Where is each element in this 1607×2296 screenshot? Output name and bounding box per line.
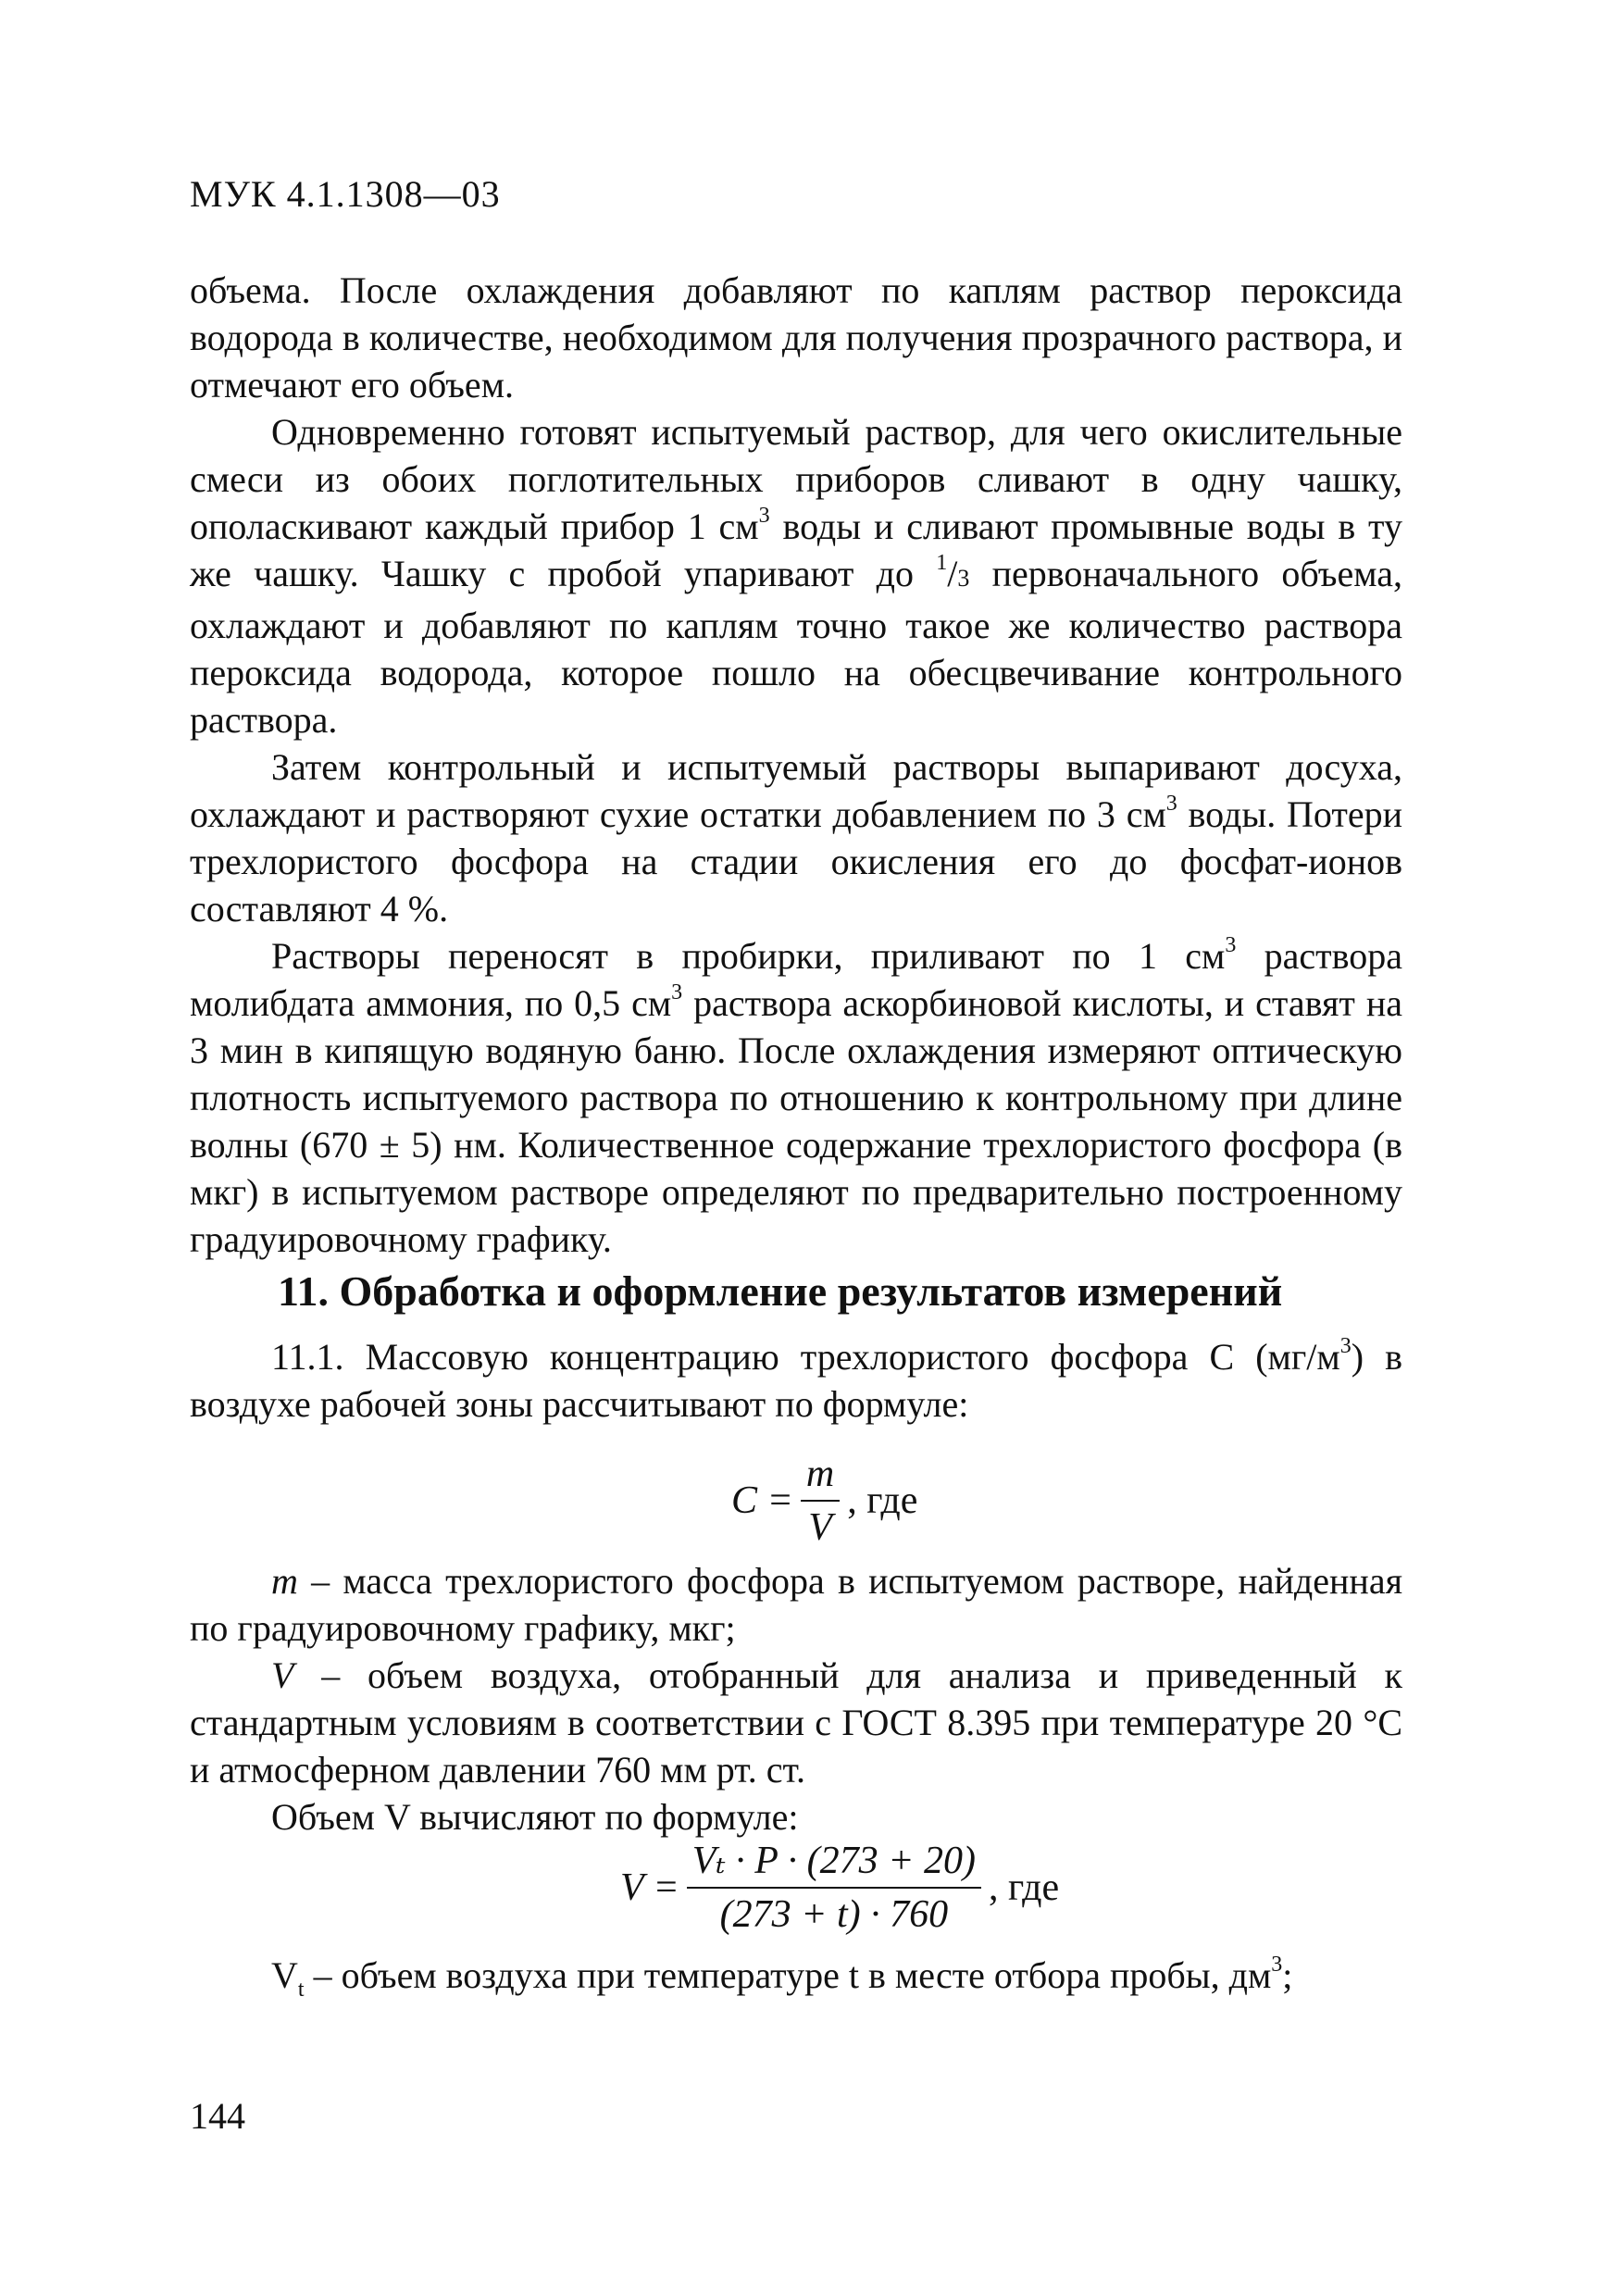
definition-vt xyxy=(190,1952,1402,2014)
formula-numerator: m xyxy=(801,1452,840,1502)
formula-lhs: C = xyxy=(731,1479,793,1522)
paragraph-text: Затем контрольный и испытуемый растворы выпаривают досуха, охлаждают и растворяют сухие остатки добавлением по 3 см xyxy=(190,746,1402,835)
paragraph-text: объема. После охлаждения добавляют по каплям раствор пероксида водорода в количестве, необходимом для получения прозрачного раствора, и отмечают его объем. xyxy=(190,269,1402,406)
paragraph-text: Одновременно готовят испытуемый раствор, для чего окислительные смеси из обоих поглотительных приборов сливают в одну чашку, ополаскивают каждый прибор 1 см xyxy=(190,411,1402,547)
paragraph-text: ) в воздухе рабочей зоны рассчитывают по формуле: xyxy=(190,1336,1402,1425)
fraction-denominator: 3 xyxy=(957,565,970,592)
formula-suffix: , где xyxy=(847,1479,918,1522)
paragraph-measurement xyxy=(190,932,1402,1263)
superscript: 3 xyxy=(671,980,683,1004)
page-number: 144 xyxy=(190,2095,245,2137)
paragraph-text: 11.1. Массовую концентрацию трехлористого фосфора С (мг/м xyxy=(271,1336,1340,1378)
formula-lhs: V = xyxy=(620,1866,679,1909)
variable-symbol: V xyxy=(271,1654,294,1696)
formula-denominator: (273 + t) · 760 xyxy=(719,1893,949,1936)
superscript: 3 xyxy=(1271,1952,1283,1977)
body-text-definitions xyxy=(190,1557,1402,1841)
body-text-top xyxy=(190,267,1402,1263)
document-code-header: МУК 4.1.1308—03 xyxy=(190,173,501,215)
superscript: 3 xyxy=(758,503,770,528)
body-text-section xyxy=(190,1333,1402,1428)
paragraph-continuation xyxy=(190,267,1402,408)
formula-numerator: Vₜ · P · (273 + 20) xyxy=(687,1839,981,1889)
formula-volume xyxy=(620,1839,1059,1937)
definition-text: – масса трехлористого фосфора в испытуемом растворе, найденная по градуировочному графику, мкг; xyxy=(190,1560,1402,1649)
formula-fraction xyxy=(687,1839,981,1937)
superscript: 3 xyxy=(1339,1333,1352,1358)
formula-fraction xyxy=(801,1452,840,1550)
formula-concentration xyxy=(731,1452,917,1550)
paragraph-text: раствора молибдата аммония, по 0,5 см xyxy=(190,935,1402,1024)
section-heading: 11. Обработка и оформление результатов измерений xyxy=(278,1267,1283,1315)
paragraph-concentration xyxy=(190,1333,1402,1428)
paragraph-text: Объем V вычисляют по формуле: xyxy=(271,1796,799,1838)
definition-text: – объем воздуха, отобранный для анализа и приведенный к стандартным условиям в соответствии с ГОСТ 8.395 при температуре 20 °С и атмосферном давлении 760 мм рт. ст. xyxy=(190,1654,1402,1791)
variable-symbol: V xyxy=(271,1954,298,1996)
paragraph-text: Растворы переносят в пробирки, приливают по 1 см xyxy=(271,935,1226,977)
paragraph-text: воды. Потери трехлористого фосфора на стадии окисления его до фосфат-ионов составляют 4 %. xyxy=(190,793,1402,930)
fraction-slash: / xyxy=(947,553,958,594)
paragraph-text: воды и сливают промывные воды в ту же чашку. Чашку с пробой упаривают до xyxy=(190,505,1403,594)
fraction-numerator: 1 xyxy=(936,550,948,575)
superscript: 3 xyxy=(1225,932,1237,957)
formula-suffix: , где xyxy=(988,1866,1060,1909)
paragraph-preparation xyxy=(190,408,1402,743)
formula-denominator: V xyxy=(808,1506,832,1549)
paragraph-evaporation xyxy=(190,743,1402,932)
body-text-vt-definition xyxy=(190,1952,1402,2014)
subscript: t xyxy=(297,1978,305,2002)
paragraph-text: раствора аскорбиновой кислоты, и ставят на 3 мин в кипящую водяную баню. После охлаждения измеряют оптическую плотность испытуемого раствора по отношению к контрольному при длине волны (670 ± 5) нм. Количественное содержание трехлористого фосфора (в мкг) в испытуемом растворе определяют по предварительно построенному градуировочному графику. xyxy=(190,982,1402,1260)
variable-symbol: m xyxy=(271,1560,298,1602)
definition-v xyxy=(190,1652,1402,1793)
paragraph-text: первоначального объема, охлаждают и добавляют по каплям точно такое же количество раствора пероксида водорода, которое пошло на обесцвечивание контрольного раствора. xyxy=(190,553,1402,741)
paragraph-volume-formula-intro xyxy=(190,1793,1402,1841)
definition-text: – объем воздуха при температуре t в месте отбора пробы, дм xyxy=(304,1954,1272,1996)
superscript: 3 xyxy=(1165,791,1177,816)
definition-text: ; xyxy=(1282,1954,1293,1996)
definition-m xyxy=(190,1557,1402,1652)
